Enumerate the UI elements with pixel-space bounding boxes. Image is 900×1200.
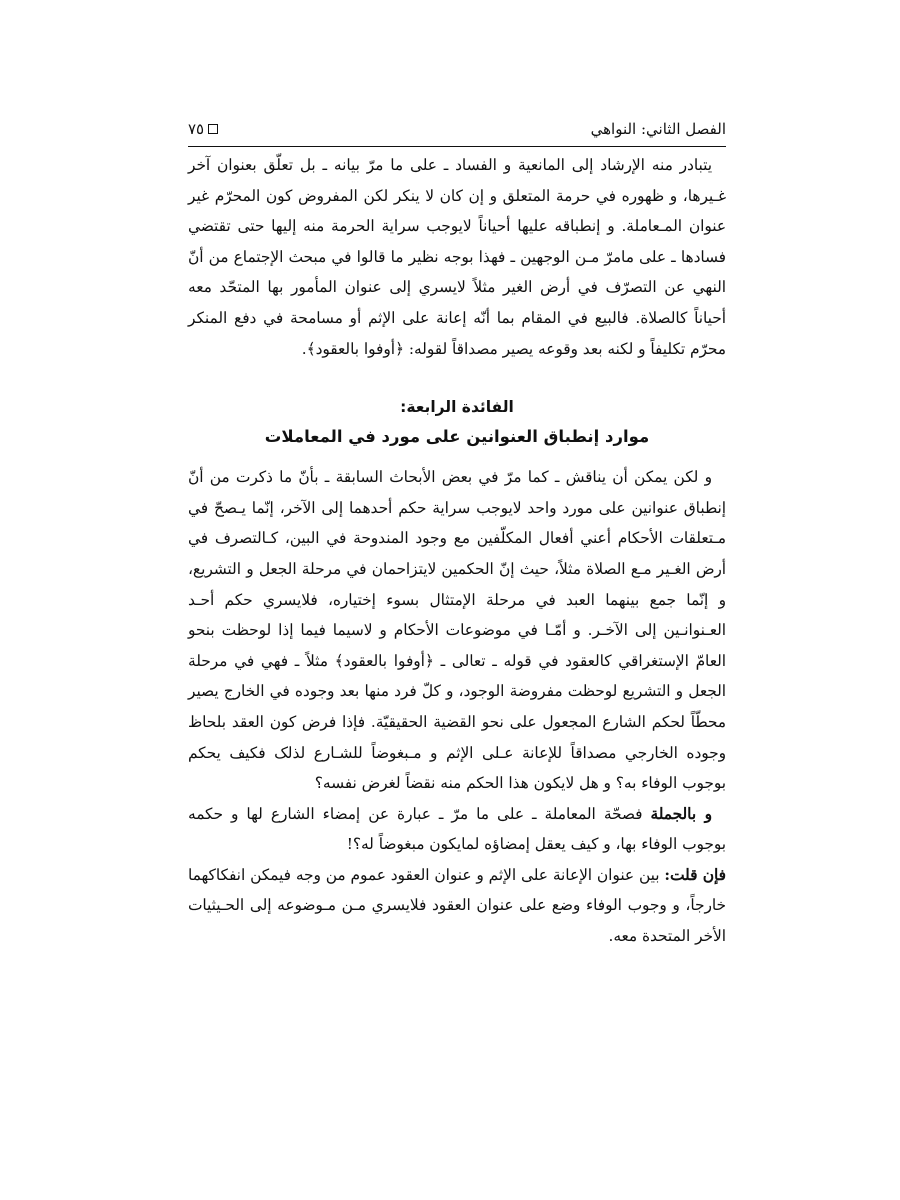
section-label: الفائدة الرابعة: [400,398,514,417]
paragraph-2a-text: و لكن يمكن أن يناقش ـ كما مرّ في بعض الأبحاث السابقة ـ بأنّ ما ذكرت من أنّ إنطباق عنوانين على مورد واحد لايوجب سراية حكم أحدهما إلى الآخر، إنّما يـصحّ في مـتعلقات الأحكام أعني أفعال المكلّفين مع وجود المندوحة في البين، كـالتصرف في أرض الغـير مـع الصلاة مثلاً، حيث إنّ الحكمين لايتزاحمان في مرحلة الجعل و التشريع، و إنّما جمع بينهما العبد في مرحلة الإمتثال بسوء إختياره، فلايسري حكم أحـد العـنوانـين إلى الآخـر. و أمّـا في موضوعات الأحكام و لاسيما فيما إذا لوحظت بنحو العامّ الإستغراقي كالعقود في قوله ـ تعالى ـ [188,468,726,670]
paragraph-3-lead: و بالجملة [650,804,712,823]
quran-quote-1: ﴿أوفوا بالعقود﴾. [301,339,404,358]
paragraph-3-text: فصحّة المعاملة ـ على ما مرّ ـ عبارة عن إمضاء الشارع لها و حكمه بوجوب الوفاء بها، و كيف يعقل إمضاؤه لمايكون مبغوضاً له؟! [188,804,726,854]
section-title: موارد إنطباق العنوانين على مورد في المعاملات [264,427,650,447]
paragraph-1-text: يتبادر منه الإرشاد إلى المانعية و الفساد ـ على ما مرّ بيانه ـ بل تعلّق بعنوان آخر غـيرها، و ظهوره في حرمة المتعلق و إن كان لا ينكر لكن المفروض كون المحرّم غير عنوان المـعاملة. و إنطباقه عليها أحياناً لايوجب سراية الحرمة منه إليها حتى تقتضي فسادها ـ على مامرّ مـن الوجهين ـ فهذا بوجه نظير ما قالوا في مبحث الإجتماع من أنّ النهي عن التصرّف في أرض الغير مثلاً لايسري إلى عنوان المأمور بها المتحّد معه أحياناً كالصلاة. فالبيع في المقام بما أنّه إعانة على الإثم أو مسامحة في دفع المنكر محرّم تكليفاً و لكنه بعد وقوعه يصير مصداقاً لقوله: [188,156,726,358]
page-number-block [188,120,218,138]
paragraph-4-lead: فإن قلت: [664,865,726,884]
body-text [188,150,726,952]
running-header [188,112,726,147]
quran-quote-2: ﴿أوفوا بالعقود﴾ [334,651,434,670]
square-marker-icon [208,124,218,134]
paragraph-4 [188,860,726,952]
page-number: ٧٥ [188,120,205,138]
chapter-title: الفصل الثاني: النواهي [590,120,726,138]
section-heading [188,394,726,454]
paragraph-1 [188,150,726,364]
paragraph-2 [188,462,726,799]
paragraph-4-text: بين عنوان الإعانة على الإثم و عنوان العقود عموم من وجه فيمكن انفكاكهما خارجاً، و وجوب الوفاء وضع على عنوان العقود فلايسري مـن مـوضوعه إلى الحـيثيات الأخر المتحدة معه. [188,865,726,946]
paragraph-2b-text: مثلاً ـ فهي في مرحلة الجعل و التشريع لوحظت مفروضة الوجود، و كلّ فرد منها بعد وجوده في الخارج يصير محطّاً لحكم الشارع المجعول على نحو القضية الحقيقيّة. فإذا فرض كون العقد بلحاظ وجوده الخارجي مصداقاً للإعانة عـلى الإثم و مـبغوضاً للشـارع لذلک فكيف يحكم بوجوب الوفاء به؟ و هل لايكون هذا الحكم منه نقضاً لغرض نفسه؟ [188,651,726,793]
paragraph-3 [188,799,726,860]
